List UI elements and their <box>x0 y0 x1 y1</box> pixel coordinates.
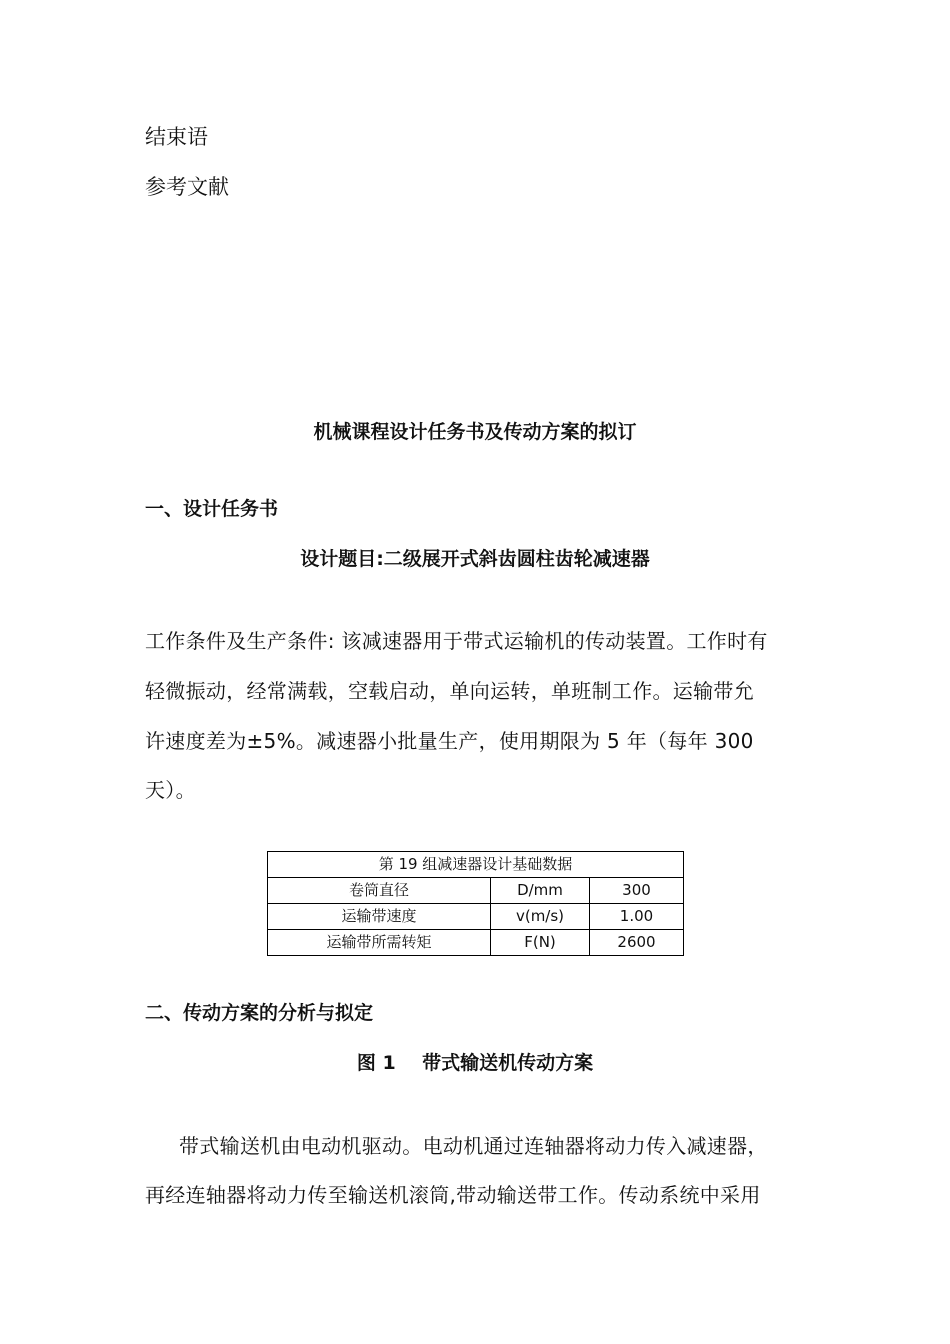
paragraph-line-1: 工作条件及生产条件: 该减速器用于带式运输机的传动装置。工作时有 <box>145 629 768 653</box>
section1-heading: 一、设计任务书 <box>145 498 279 520</box>
table-row <box>268 930 684 956</box>
section2-heading: 二、传动方案的分析与拟定 <box>145 1002 374 1024</box>
table-cell-symbol: v(m/s) <box>491 904 590 930</box>
table-cell-value: 300 <box>590 878 684 904</box>
toc-conclusion: 结束语 <box>145 125 208 149</box>
table-caption-row <box>268 852 684 878</box>
table-cell-name: 运输带所需转矩 <box>268 930 491 956</box>
table-row <box>268 904 684 930</box>
table-caption: 第 19 组减速器设计基础数据 <box>268 852 684 878</box>
table-row <box>268 878 684 904</box>
paragraph-line-2: 轻微振动，经常满载，空载启动，单向运转，单班制工作。运输带允 <box>145 679 754 703</box>
table-cell-name: 运输带速度 <box>268 904 491 930</box>
toc-references: 参考文献 <box>145 175 229 199</box>
table-cell-symbol: D/mm <box>491 878 590 904</box>
design-subtitle: 设计题目:二级展开式斜齿圆柱齿轮减速器 <box>300 548 650 570</box>
figure-caption: 图 1 带式输送机传动方案 <box>356 1052 594 1074</box>
table-cell-name: 卷筒直径 <box>268 878 491 904</box>
paragraph2-line-2: 再经连轴器将动力传至输送机滚筒,带动输送带工作。传动系统中采用 <box>145 1183 761 1207</box>
paragraph-line-3: 许速度差为±5%。减速器小批量生产，使用期限为 5 年（每年 300 <box>145 729 754 753</box>
paragraph-line-4: 天）。 <box>145 778 196 802</box>
design-data-table <box>267 851 684 956</box>
table-cell-value: 2600 <box>590 930 684 956</box>
paragraph2-line-1: 带式输送机由电动机驱动。电动机通过连轴器将动力传入减速器， <box>179 1134 768 1158</box>
table-cell-value: 1.00 <box>590 904 684 930</box>
main-title: 机械课程设计任务书及传动方案的拟订 <box>313 421 637 443</box>
table-cell-symbol: F(N) <box>491 930 590 956</box>
